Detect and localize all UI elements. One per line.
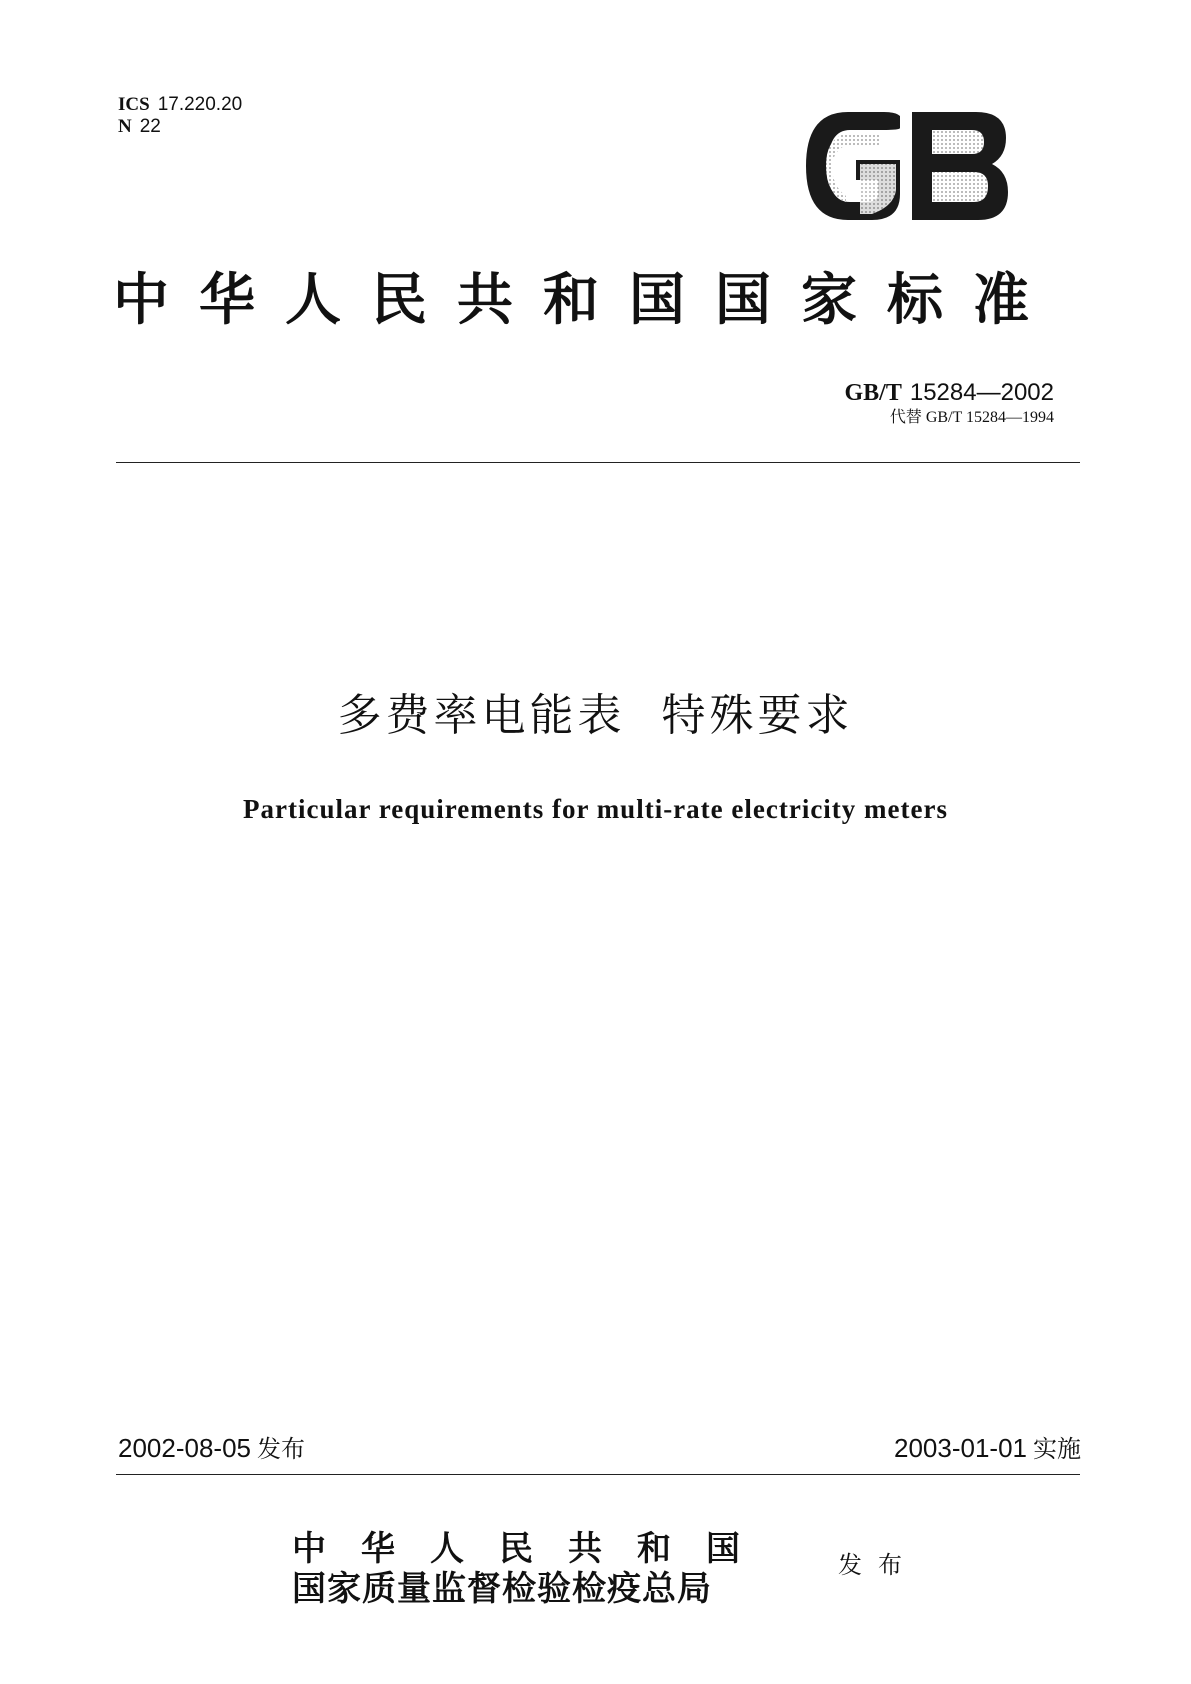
ccs-code	[118, 116, 161, 138]
gb-logo-icon	[800, 110, 1012, 222]
ics-code	[118, 94, 242, 116]
standard-code: 15284—2002	[909, 379, 1054, 406]
issuer-line-2: 国家质量监督检验检疫总局	[292, 1569, 712, 1609]
ccs-value: 22	[139, 116, 161, 137]
chinese-title: 多费率电能表 特殊要求	[337, 690, 854, 741]
national-standard-title: 中华人民共和国国家标准	[113, 267, 1059, 333]
ics-value: 17.220.20	[157, 94, 243, 115]
ics-key: ICS	[118, 94, 150, 115]
issuer-line-1: 中华人民共和国	[292, 1529, 775, 1569]
standard-prefix: GB/T	[844, 380, 902, 406]
publish-date	[118, 1432, 305, 1465]
effective-label: 实施	[1033, 1435, 1081, 1463]
standard-number	[845, 378, 1055, 407]
publish-date-value: 2002-08-05	[118, 1433, 251, 1463]
issue-action: 发布	[838, 1551, 918, 1579]
publish-label: 发布	[257, 1435, 305, 1463]
header-divider	[116, 462, 1080, 463]
replaces-standard: 代替 GB/T 15284—1994	[889, 409, 1054, 426]
effective-date	[894, 1432, 1081, 1465]
english-title: Particular requirements for multi-rate electricity meters	[243, 794, 948, 824]
footer-divider	[116, 1474, 1080, 1475]
ccs-key: N	[118, 116, 132, 137]
effective-date-value: 2003-01-01	[894, 1433, 1027, 1463]
